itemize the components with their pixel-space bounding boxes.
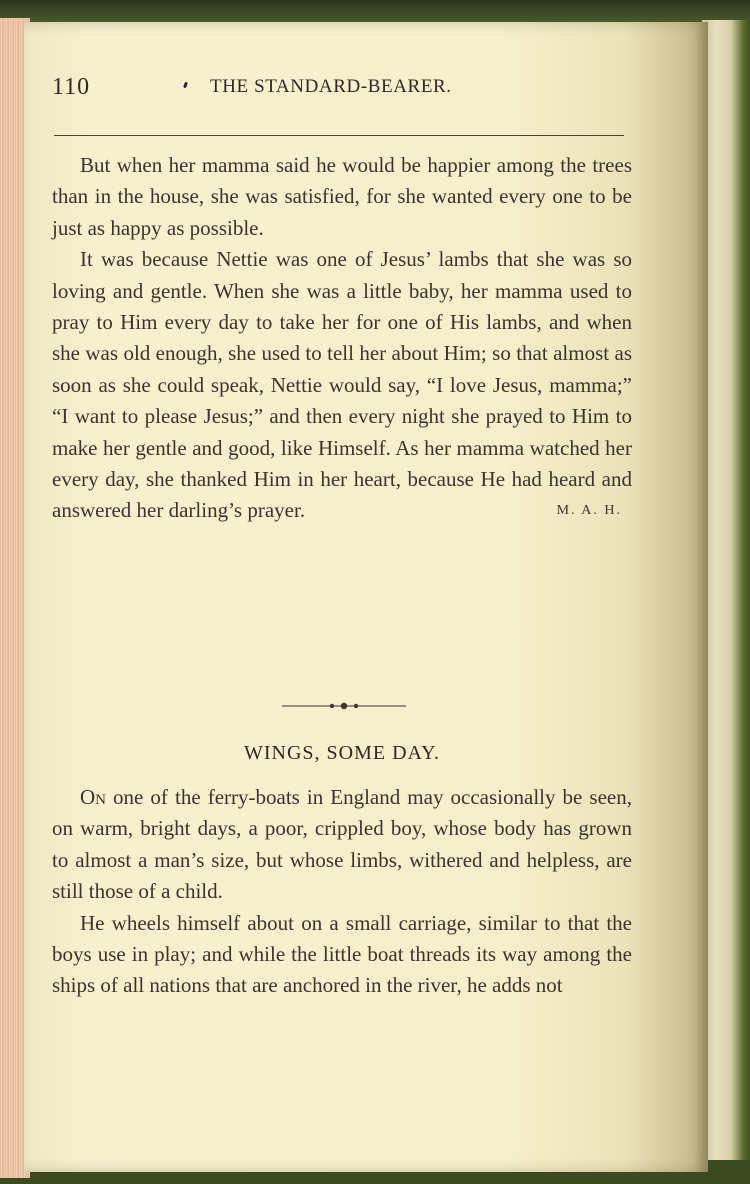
running-head: THE STANDARD-BEARER. (210, 76, 452, 97)
background-top-edge (0, 0, 750, 22)
story-two-paragraph-2: He wheels himself about on a small carriage, similar to that the boys use in play; and while the little boat threads its way among the ships of all nations that are anchored in the river, he adds not (52, 910, 632, 998)
story-two-paragraph-1 (52, 782, 632, 908)
page-header (52, 74, 632, 114)
header-rule (54, 135, 624, 136)
story-two-paragraph-1-text: one of the ferry-boats in England may occasionally be seen, on warm, bright days, a poor, crippled boy, whose body has grown to almost a man’s size, but whose limbs, withered and helpless, are still those of a child. (52, 785, 632, 904)
story-one-body (52, 150, 632, 527)
story-two-body (52, 782, 632, 1002)
author-signature: M. A. H. (556, 503, 622, 519)
story-one-paragraph-1: But when her mamma said he would be happier among the trees than in the house, she was satisfied, for she wanted every one to be just as happy as possible. (52, 153, 632, 240)
story-one-paragraph-2 (52, 244, 632, 527)
page-number: 110 (52, 74, 91, 100)
book-cover-edge (702, 20, 750, 1160)
section-divider-ornament (282, 700, 406, 712)
paragraph-initial-word: On (80, 785, 106, 809)
section-title: WINGS, SOME DAY. (243, 742, 441, 764)
story-one-paragraph-2-text: It was because Nettie was one of Jesus’ lambs that she was so loving and gentle. When she was a little baby, her mamma used to pray to Him every day to take her for one of His lambs, and when she was old enough, she used to tell her about Him; so that almost as soon as she could speak, Nettie would say, “I love Jesus, mamma;” “I want to please Jesus;” and then every night she prayed to Him to make her gentle and good, like Himself. As her mamma watched her every day, she thanked Him in her heart, because He had heard and answered her darling’s prayer. (52, 247, 632, 523)
